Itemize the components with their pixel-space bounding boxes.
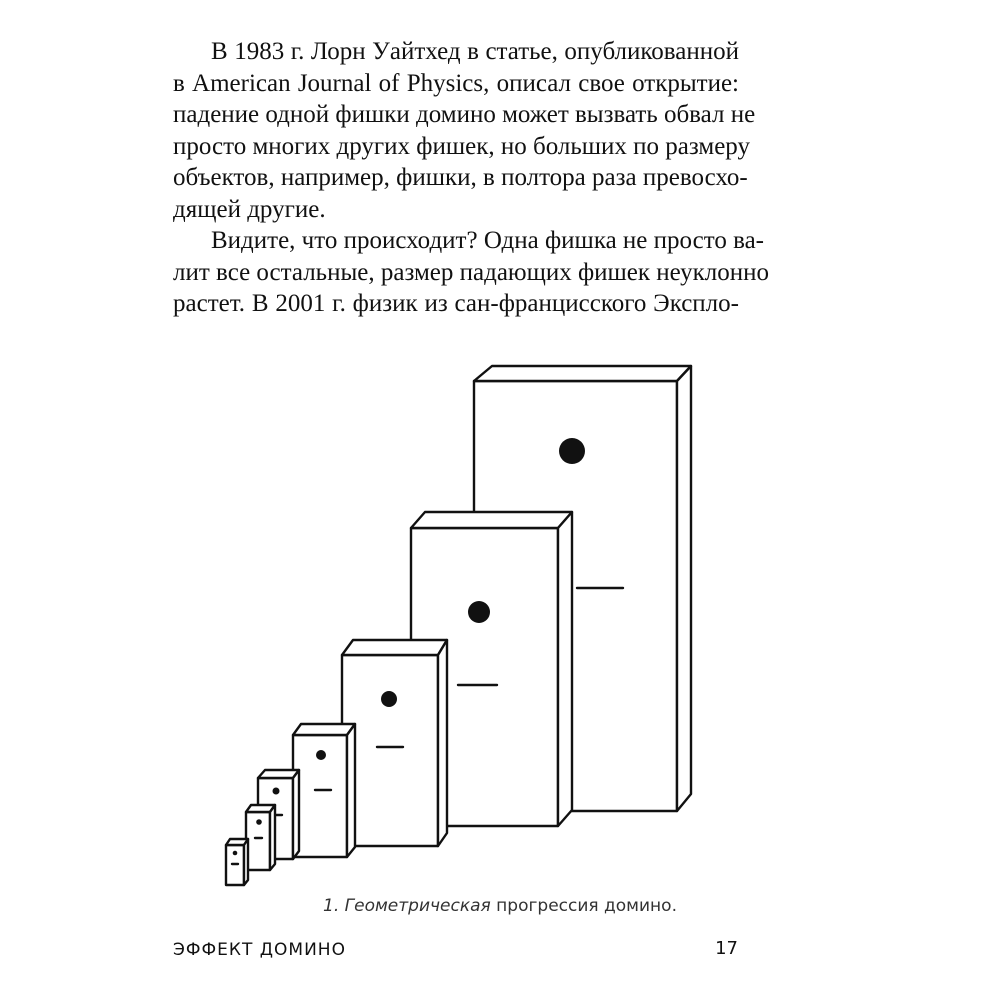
text-line: растет. В 2001 г. физик из сан-францисского Экспло-	[173, 290, 739, 317]
domino-7	[226, 839, 248, 885]
text-line: дящей другие.	[173, 195, 326, 223]
text-line: падение одной фишки домино может вызвать обвал не	[173, 101, 756, 128]
text-line: В 1983 г. Лорн Уайтхед в статье, опубликованной	[211, 38, 739, 65]
running-title: ЭФФЕКТ ДОМИНО	[173, 940, 346, 960]
text-line: просто многих других фишек, но больших по размеру	[173, 132, 750, 160]
caption-text: прогрессия домино.	[490, 896, 677, 916]
domino-3	[342, 640, 447, 846]
figure-caption	[0, 896, 1000, 916]
text-line: объектов, например, фишки, в полтора раза превосхо-	[173, 164, 748, 191]
caption-italic: 1. Геометрическая	[323, 896, 491, 916]
text-line: в American Journal of Physics, описал свое открытие:	[173, 69, 739, 97]
text-line: лит все остальные, размер падающих фишек неуклонно	[173, 258, 770, 286]
text-line: Видите, что происходит? Одна фишка не просто ва-	[211, 227, 764, 254]
domino-4	[293, 724, 355, 857]
domino-6	[246, 805, 275, 870]
page-number: 17	[715, 938, 738, 959]
